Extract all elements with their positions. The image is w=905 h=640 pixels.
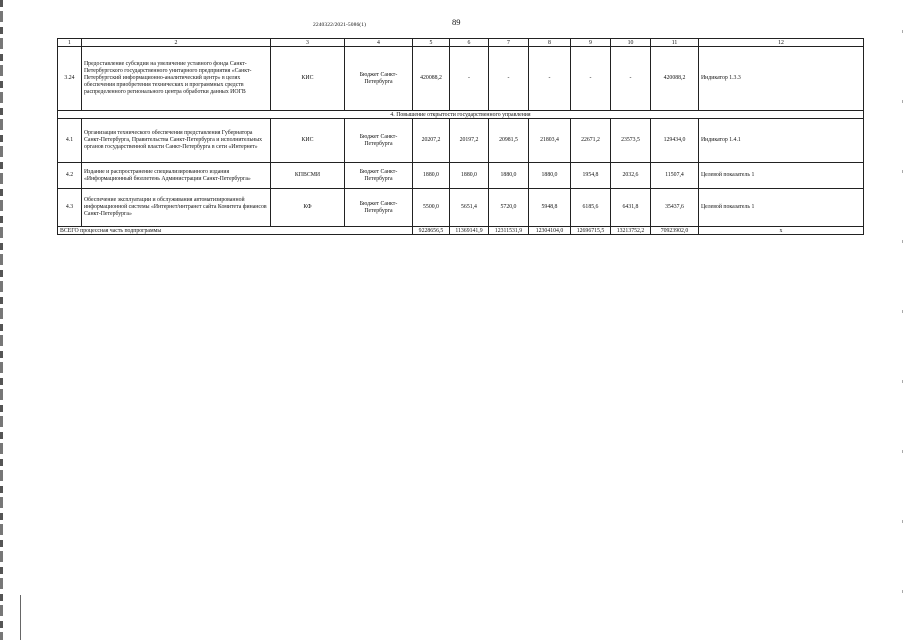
executor: КФ xyxy=(271,189,345,227)
value-cell: 6431,8 xyxy=(611,189,651,227)
total-indicator-cell: x xyxy=(699,227,864,235)
grand-total-cell: 70923902,0 xyxy=(651,227,699,235)
total-sum-cell: 12304104,0 xyxy=(529,227,571,235)
value-cell: 1880,0 xyxy=(450,163,489,189)
total-row xyxy=(58,227,864,235)
indicator-cell: Целевой показатель 1 xyxy=(699,189,864,227)
value-cell: 2032,6 xyxy=(611,163,651,189)
value-cell: 5720,0 xyxy=(489,189,529,227)
total-sum-cell: 12311531,9 xyxy=(489,227,529,235)
row-number: 4.2 xyxy=(58,163,82,189)
total-value-cell: 11507,4 xyxy=(651,163,699,189)
total-value-cell: 35437,6 xyxy=(651,189,699,227)
executor: КИС xyxy=(271,119,345,163)
total-value-cell: 129434,0 xyxy=(651,119,699,163)
value-cell: 1954,8 xyxy=(571,163,611,189)
header-cell: 6 xyxy=(450,39,489,47)
header-cell: 12 xyxy=(699,39,864,47)
value-cell: 5651,4 xyxy=(450,189,489,227)
header-cell: 8 xyxy=(529,39,571,47)
header-cell: 9 xyxy=(571,39,611,47)
header-cell: 7 xyxy=(489,39,529,47)
budget-table xyxy=(57,38,864,235)
header-cell: 11 xyxy=(651,39,699,47)
indicator-cell: Индикатор 1.3.3 xyxy=(699,47,864,111)
value-cell: 420088,2 xyxy=(413,47,450,111)
header-cell: 1 xyxy=(58,39,82,47)
table-row xyxy=(58,163,864,189)
activity-name: Предоставление субсидии на увеличение уставного фонда Санкт-Петербургского государственного унитарного предприятия «Санкт-Петербургский информационно-аналитический центр» в целях обеспечения приобретения технических и программных средств распределенного регионального центра обработки данных ИОГВ xyxy=(82,47,271,111)
value-cell: 20197,2 xyxy=(450,119,489,163)
value-cell: - xyxy=(571,47,611,111)
value-cell: 22671,2 xyxy=(571,119,611,163)
scan-left-edge xyxy=(0,0,3,640)
total-value-cell: 420088,2 xyxy=(651,47,699,111)
table-row xyxy=(58,47,864,111)
total-sum-cell: 11369141,9 xyxy=(450,227,489,235)
value-cell: 1880,0 xyxy=(529,163,571,189)
value-cell: 23573,5 xyxy=(611,119,651,163)
value-cell: - xyxy=(529,47,571,111)
value-cell: 1880,0 xyxy=(489,163,529,189)
header-cell: 3 xyxy=(271,39,345,47)
header-cell: 5 xyxy=(413,39,450,47)
executor: КПВСМИ xyxy=(271,163,345,189)
header-cell: 10 xyxy=(611,39,651,47)
row-number: 4.1 xyxy=(58,119,82,163)
value-cell: 5500,0 xyxy=(413,189,450,227)
activity-name: Организация технического обеспечения представления Губернатора Санкт-Петербурга, Правительства Санкт-Петербурга и исполнительных органов государственной власти Санкт-Петербурга в сети «Интернет» xyxy=(82,119,271,163)
indicator-cell: Индикатор 1.4.1 xyxy=(699,119,864,163)
executor: КИС xyxy=(271,47,345,111)
table-header-row xyxy=(58,39,864,47)
total-label: ВСЕГО процессная часть подпрограммы xyxy=(58,227,413,235)
funding-source: Бюджет Санкт-Петербурга xyxy=(345,47,413,111)
value-cell: 5948,8 xyxy=(529,189,571,227)
funding-source: Бюджет Санкт-Петербурга xyxy=(345,163,413,189)
activity-name: Обеспечение эксплуатации и обслуживания автоматизированной информационной системы «Интернет/интранет сайта Комитета финансов Санкт-Петербурга» xyxy=(82,189,271,227)
row-number: 3.24 xyxy=(58,47,82,111)
section-title: 4. Повышение открытости государственного управления xyxy=(58,111,864,119)
header-cell: 2 xyxy=(82,39,271,47)
funding-source: Бюджет Санкт-Петербурга xyxy=(345,119,413,163)
section-row xyxy=(58,111,864,119)
value-cell: - xyxy=(489,47,529,111)
scan-right-edge xyxy=(902,30,903,620)
header-cell: 4 xyxy=(345,39,413,47)
value-cell: - xyxy=(450,47,489,111)
total-sum-cell: 9228656,5 xyxy=(413,227,450,235)
row-number: 4.3 xyxy=(58,189,82,227)
total-sum-cell: 12696715,5 xyxy=(571,227,611,235)
funding-source: Бюджет Санкт-Петербурга xyxy=(345,189,413,227)
value-cell: 6185,6 xyxy=(571,189,611,227)
indicator-cell: Целевой показатель 1 xyxy=(699,163,864,189)
total-sum-cell: 13213752,2 xyxy=(611,227,651,235)
scan-edge-mark xyxy=(20,595,21,640)
table-row xyxy=(58,189,864,227)
value-cell: 20981,5 xyxy=(489,119,529,163)
page-number: 89 xyxy=(452,17,461,27)
activity-name: Издание и распространение специализированного издания «Информационный бюллетень Администрации Санкт-Петербурга» xyxy=(82,163,271,189)
table-row xyxy=(58,119,864,163)
value-cell: 21803,4 xyxy=(529,119,571,163)
value-cell: - xyxy=(611,47,651,111)
value-cell: 1880,0 xyxy=(413,163,450,189)
document-code: 2240322/2021-5086(1) xyxy=(313,22,367,28)
value-cell: 20207,2 xyxy=(413,119,450,163)
